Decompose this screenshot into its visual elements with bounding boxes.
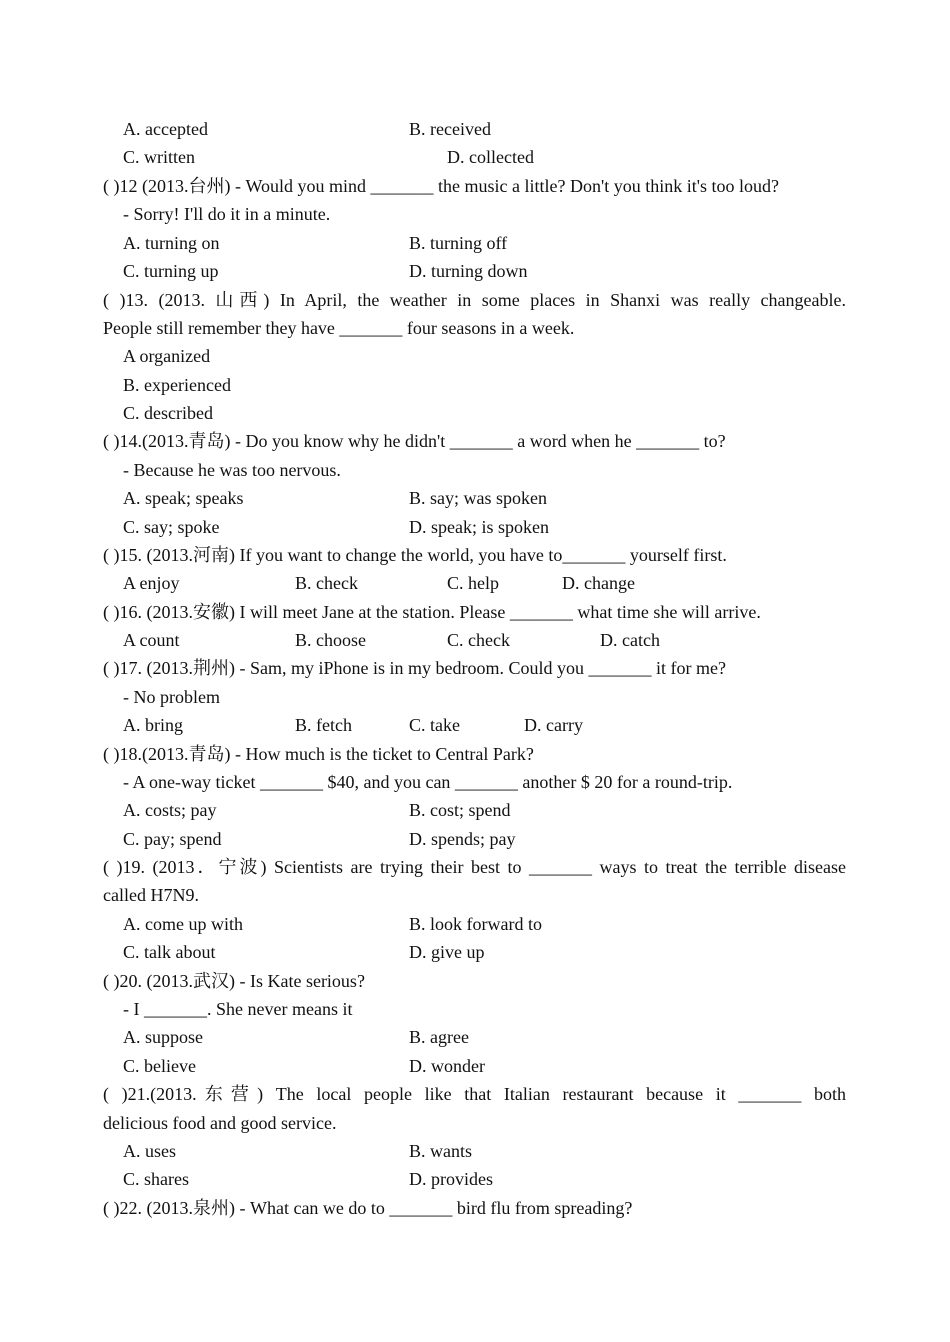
- q11-option-c: C. written: [123, 147, 195, 167]
- q20-option-b: B. agree: [409, 1027, 469, 1047]
- q15-stem: ( )15. (2013.河南) If you want to change the world, you have to_______ yourself first.: [103, 545, 727, 565]
- q15-option-a: A enjoy: [123, 573, 180, 593]
- q19-stem-line1: ( )19. (2013．宁波) Scientists are trying their best to _______ ways to treat the terrible disease: [103, 857, 846, 877]
- q12-option-d: D. turning down: [409, 261, 528, 281]
- q12-reply: - Sorry! I'll do it in a minute.: [123, 204, 331, 224]
- q12-option-c: C. turning up: [123, 261, 219, 281]
- q16-option-a: A count: [123, 630, 180, 650]
- q11-option-d: D. collected: [447, 147, 534, 167]
- q17-stem: ( )17. (2013.荆州) - Sam, my iPhone is in my bedroom. Could you _______ it for me?: [103, 658, 726, 678]
- q11-option-a: A. accepted: [123, 119, 208, 139]
- q20-option-c: C. believe: [123, 1056, 196, 1076]
- q13-option-c: C. described: [123, 403, 213, 423]
- q14-option-d: D. speak; is spoken: [409, 517, 549, 537]
- q13-stem-line1: ( )13. (2013. 山西) In April, the weather in some places in Shanxi was really changeable.: [103, 290, 846, 310]
- q13-stem-line2: People still remember they have _______ four seasons in a week.: [103, 318, 575, 338]
- q17-option-a: A. bring: [123, 715, 183, 735]
- q19-stem-line2: called H7N9.: [103, 885, 199, 905]
- q19-option-d: D. give up: [409, 942, 485, 962]
- q14-option-a: A. speak; speaks: [123, 488, 244, 508]
- q17-reply: - No problem: [123, 687, 220, 707]
- q20-reply: - I _______. She never means it: [123, 999, 353, 1019]
- q21-option-a: A. uses: [123, 1141, 176, 1161]
- q19-option-c: C. talk about: [123, 942, 216, 962]
- q14-reply: - Because he was too nervous.: [123, 460, 341, 480]
- q12-option-a: A. turning on: [123, 233, 220, 253]
- q13-option-a: A organized: [123, 346, 211, 366]
- q15-option-b: B. check: [295, 573, 358, 593]
- q21-stem-line2: delicious food and good service.: [103, 1113, 337, 1133]
- q21-option-b: B. wants: [409, 1141, 472, 1161]
- q16-option-d: D. catch: [600, 630, 660, 650]
- q18-stem: ( )18.(2013.青岛) - How much is the ticket to Central Park?: [103, 744, 534, 764]
- q16-option-c: C. check: [447, 630, 510, 650]
- q12-stem: ( )12 (2013.台州) - Would you mind _______ the music a little? Don't you think it's too loud?: [103, 176, 779, 196]
- q21-stem-line1: ( )21.(2013.东营) The local people like that Italian restaurant because it _______ both: [103, 1084, 846, 1104]
- q18-reply: - A one-way ticket _______ $40, and you can _______ another $ 20 for a round-trip.: [123, 772, 733, 792]
- q15-option-d: D. change: [562, 573, 635, 593]
- q17-option-b: B. fetch: [295, 715, 352, 735]
- q20-option-d: D. wonder: [409, 1056, 485, 1076]
- q16-stem: ( )16. (2013.安徽) I will meet Jane at the station. Please _______ what time she will arrive.: [103, 602, 761, 622]
- q18-option-a: A. costs; pay: [123, 800, 217, 820]
- q15-option-c: C. help: [447, 573, 499, 593]
- q18-option-b: B. cost; spend: [409, 800, 511, 820]
- q21-option-d: D. provides: [409, 1169, 493, 1189]
- q12-option-b: B. turning off: [409, 233, 508, 253]
- q19-option-b: B. look forward to: [409, 914, 542, 934]
- q11-option-b: B. received: [409, 119, 491, 139]
- q14-stem: ( )14.(2013.青岛) - Do you know why he didn't _______ a word when he _______ to?: [103, 431, 726, 451]
- q14-option-b: B. say; was spoken: [409, 488, 547, 508]
- q13-option-b: B. experienced: [123, 375, 231, 395]
- q21-option-c: C. shares: [123, 1169, 189, 1189]
- q14-option-c: C. say; spoke: [123, 517, 220, 537]
- q20-stem: ( )20. (2013.武汉) - Is Kate serious?: [103, 971, 365, 991]
- q18-option-c: C. pay; spend: [123, 829, 222, 849]
- q22-stem: ( )22. (2013.泉州) - What can we do to _______ bird flu from spreading?: [103, 1198, 633, 1218]
- q17-option-c: C. take: [409, 715, 460, 735]
- q19-option-a: A. come up with: [123, 914, 243, 934]
- q17-option-d: D. carry: [524, 715, 583, 735]
- q18-option-d: D. spends; pay: [409, 829, 516, 849]
- q16-option-b: B. choose: [295, 630, 366, 650]
- q20-option-a: A. suppose: [123, 1027, 203, 1047]
